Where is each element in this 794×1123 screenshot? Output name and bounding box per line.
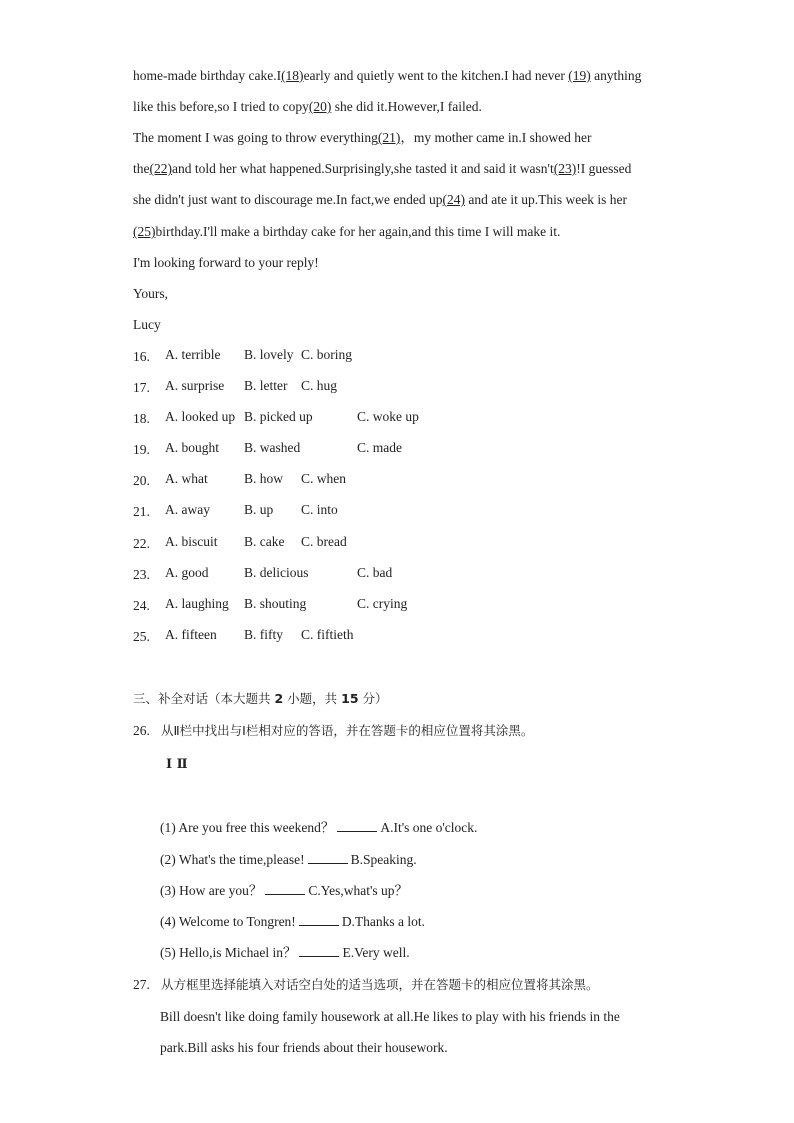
question-18 [133,409,165,429]
option-b[interactable]: B. delicious [244,565,309,580]
passage-text: home-made birthday cake.I [133,68,282,83]
question-24 [133,596,165,616]
option-a[interactable]: A. bought [165,440,219,455]
option-a[interactable]: A. what [165,471,208,486]
dialogue-option: E.Very well. [342,945,410,960]
question-27-text-1: Bill doesn't like doing family housework at all.He likes to play with his friends in the [160,1009,620,1024]
dialogue-option: A.It's one o'clock. [380,820,478,835]
option-c[interactable]: C. crying [357,596,408,611]
option-b[interactable]: B. letter [244,378,288,393]
option-c[interactable]: C. woke up [357,409,419,424]
option-c[interactable]: C. bread [301,534,347,549]
option-c[interactable]: C. made [357,440,402,455]
question-number: 25. [133,629,150,644]
question-number: 17. [133,380,150,395]
passage-text: !I guessed [576,161,632,176]
passage-text: she didn't just want to discourage me.In fact,we ended up [133,192,443,207]
question-number: 19. [133,442,150,457]
option-a[interactable]: A. away [165,502,210,517]
passage-text: the [133,161,150,176]
option-b[interactable]: B. shouting [244,596,307,611]
question-27-text-2: park.Bill asks his four friends about their housework. [160,1040,448,1055]
blank-20: (20) [308,99,332,114]
passage-line-1 [133,66,641,86]
section-heading-text: 小题，共 [283,691,342,706]
question-instruction: 从Ⅱ栏中找出与Ⅰ栏相对应的答语，并在答题卡的相应位置将其涂黑。 [161,723,534,738]
question-23 [133,565,165,585]
passage-line-5 [133,190,627,210]
option-a[interactable]: A. surprise [165,378,225,393]
blank-24: (24) [442,192,465,207]
question-26 [133,721,533,741]
dialogue-option: D.Thanks a lot. [341,914,426,929]
option-a[interactable]: A. fifteen [165,627,217,642]
blank-22: (22) [149,161,172,176]
question-number: 20. [133,473,150,488]
question-number: 26. [133,723,150,738]
option-c[interactable]: C. fiftieth [301,627,354,642]
question-number: 23. [133,567,150,582]
dialogue-prompt: (1) Are you free this weekend？ [160,820,335,835]
option-a[interactable]: A. good [165,565,209,580]
blank-21: (21) [377,130,401,145]
passage-line-6 [133,222,560,242]
passage-text: birthday.I'll make a birthday cake for her again,and this time I will make it. [155,224,561,239]
option-a[interactable]: A. laughing [165,596,229,611]
question-number: 18. [133,411,150,426]
passage-text: and told her what happened.Surprisingly,she tasted it and said it wasn't [172,161,554,176]
passage-text: early and quietly went to the kitchen.I had never [303,68,569,83]
dialogue-prompt: (4) Welcome to Tongren! [160,914,296,929]
answer-blank[interactable] [337,819,377,832]
section-heading [133,689,388,709]
dialogue-option: B.Speaking. [350,852,417,867]
dialogue-prompt: (2) What's the time,please! [160,852,305,867]
option-c[interactable]: C. when [301,471,346,486]
option-b[interactable]: B. lovely [244,347,294,362]
answer-blank[interactable] [308,851,348,864]
question-number: 27. [133,977,150,992]
option-c[interactable]: C. boring [301,347,353,362]
answer-blank[interactable] [299,913,339,926]
passage-line-2 [133,97,482,117]
section-question-count: 2 [274,691,284,706]
dialogue-prompt: (3) How are you？ [160,883,263,898]
passage-text: and ate it up.This week is her [464,192,627,207]
option-a[interactable]: A. biscuit [165,534,218,549]
dialogue-item-3 [160,881,408,901]
option-b[interactable]: B. washed [244,440,301,455]
passage-text: like this before,so I tried to copy [133,99,309,114]
question-17 [133,378,165,398]
answer-blank[interactable] [265,882,305,895]
section-heading-text: 分） [358,691,388,706]
column-headers: Ⅰ Ⅱ [166,757,188,772]
option-c[interactable]: C. into [301,502,338,517]
passage-text: she did it.However,I failed. [331,99,482,114]
question-27 [133,975,599,995]
option-b[interactable]: B. how [244,471,284,486]
question-20 [133,471,165,491]
option-a[interactable]: A. looked up [165,409,236,424]
blank-19: (19) [568,68,591,83]
option-c[interactable]: C. bad [357,565,393,580]
answer-blank[interactable] [299,944,339,957]
passage-text: ，my mother came in.I showed her [400,130,592,145]
option-b[interactable]: B. fifty [244,627,283,642]
option-b[interactable]: B. cake [244,534,285,549]
question-22 [133,534,165,554]
section-heading-text: 三、补全对话（本大题共 [133,691,275,706]
option-b[interactable]: B. picked up [244,409,313,424]
passage-line-4 [133,159,631,179]
question-25 [133,627,165,647]
dialogue-item-2 [160,850,417,870]
question-19 [133,440,165,460]
blank-25: (25) [133,224,156,239]
question-instruction: 从方框里选择能填入对话空白处的适当选项，并在答题卡的相应位置将其涂黑。 [161,977,599,992]
section-score: 15 [341,691,359,706]
dialogue-prompt: (5) Hello,is Michael in？ [160,945,297,960]
question-number: 22. [133,536,150,551]
passage-text: anything [590,68,642,83]
dialogue-item-4 [160,912,425,932]
signature-name: Lucy [133,317,161,332]
dialogue-item-5 [160,943,410,963]
closing-line: I'm looking forward to your reply! [133,255,319,270]
passage-text: The moment I was going to throw everything [133,130,378,145]
closing-yours: Yours, [133,286,169,301]
question-number: 21. [133,504,150,519]
blank-18: (18) [281,68,304,83]
blank-23: (23) [553,161,577,176]
question-number: 16. [133,349,150,364]
question-number: 24. [133,598,150,613]
option-b[interactable]: B. up [244,502,274,517]
question-21 [133,502,165,522]
passage-line-3 [133,128,592,148]
dialogue-option: C.Yes,what's up？ [308,883,409,898]
dialogue-item-1 [160,818,477,838]
option-a[interactable]: A. terrible [165,347,221,362]
question-16 [133,347,165,367]
option-c[interactable]: C. hug [301,378,338,393]
